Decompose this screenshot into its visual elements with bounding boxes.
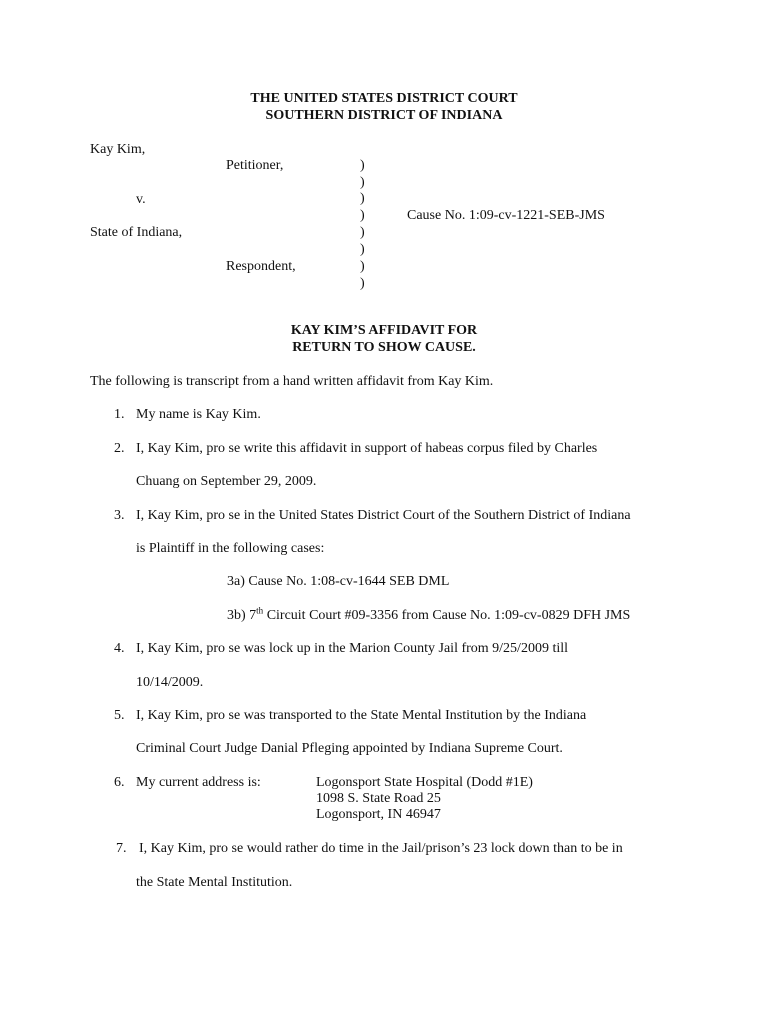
court-name: THE UNITED STATES DISTRICT COURT — [250, 91, 518, 106]
document-title: KAY KIM’S AFFIDAVIT FOR — [290, 323, 478, 338]
list-number: 2. — [114, 441, 125, 456]
list-number: 7. — [116, 841, 127, 856]
caption-bracket: ) — [360, 276, 365, 291]
address-line: 1098 S. State Road 25 — [316, 791, 441, 806]
list-item-text: I, Kay Kim, pro se write this affidavit in support of habeas corpus filed by Charles — [136, 441, 598, 456]
respondent-role: Respondent, — [226, 259, 296, 274]
list-number: 3. — [114, 508, 125, 523]
list-number: 1. — [114, 407, 125, 422]
court-district: SOUTHERN DISTRICT OF INDIANA — [265, 108, 503, 123]
ordinal-suffix: th — [256, 605, 264, 616]
list-number: 4. — [114, 641, 125, 656]
intro-text: The following is transcript from a hand written affidavit from Kay Kim. — [90, 374, 494, 389]
sub-item-3a: 3a) Cause No. 1:08-cv-1644 SEB DML — [227, 574, 450, 589]
list-item-text: I, Kay Kim, pro se in the United States District Court of the Southern District of Indiana — [136, 508, 631, 523]
cause-number: Cause No. 1:09-cv-1221-SEB-JMS — [407, 208, 605, 223]
caption-bracket: ) — [360, 225, 365, 240]
list-item-text: is Plaintiff in the following cases: — [136, 541, 325, 556]
list-item-text: Chuang on September 29, 2009. — [136, 474, 317, 489]
petitioner-name: Kay Kim, — [90, 142, 146, 157]
list-number: 6. — [114, 775, 125, 790]
caption-bracket: ) — [360, 158, 365, 173]
address-line: Logonsport State Hospital (Dodd #1E) — [316, 775, 533, 790]
caption-bracket: ) — [360, 191, 365, 206]
list-number: 5. — [114, 708, 125, 723]
petitioner-role: Petitioner, — [226, 158, 284, 173]
caption-bracket: ) — [360, 242, 365, 257]
caption-bracket: ) — [360, 259, 365, 274]
versus-label: v. — [136, 192, 146, 207]
respondent-name: State of Indiana, — [90, 225, 183, 240]
caption-bracket: ) — [360, 208, 365, 223]
list-item-text: Criminal Court Judge Danial Pfleging appointed by Indiana Supreme Court. — [136, 741, 563, 756]
list-item-text: I, Kay Kim, pro se would rather do time in the Jail/prison’s 23 lock down than to be in — [139, 841, 623, 856]
caption-bracket: ) — [360, 175, 365, 190]
list-item-text: I, Kay Kim, pro se was transported to the State Mental Institution by the Indiana — [136, 708, 587, 723]
list-item-text: My name is Kay Kim. — [136, 407, 261, 422]
sub-item-3b-prefix: 3b) 7 — [227, 608, 257, 623]
list-item-text: I, Kay Kim, pro se was lock up in the Marion County Jail from 9/25/2009 till — [136, 641, 569, 656]
sub-item-3b-text: Circuit Court #09-3356 from Cause No. 1:09-cv-0829 DFH JMS — [263, 608, 631, 623]
list-item-text: My current address is: — [136, 775, 261, 790]
list-item-text: the State Mental Institution. — [136, 875, 293, 890]
list-item-text: 10/14/2009. — [136, 675, 204, 690]
document-subtitle: RETURN TO SHOW CAUSE. — [292, 340, 476, 355]
address-line: Logonsport, IN 46947 — [316, 807, 441, 822]
address-block — [316, 775, 533, 823]
sub-item-3b — [227, 605, 631, 624]
